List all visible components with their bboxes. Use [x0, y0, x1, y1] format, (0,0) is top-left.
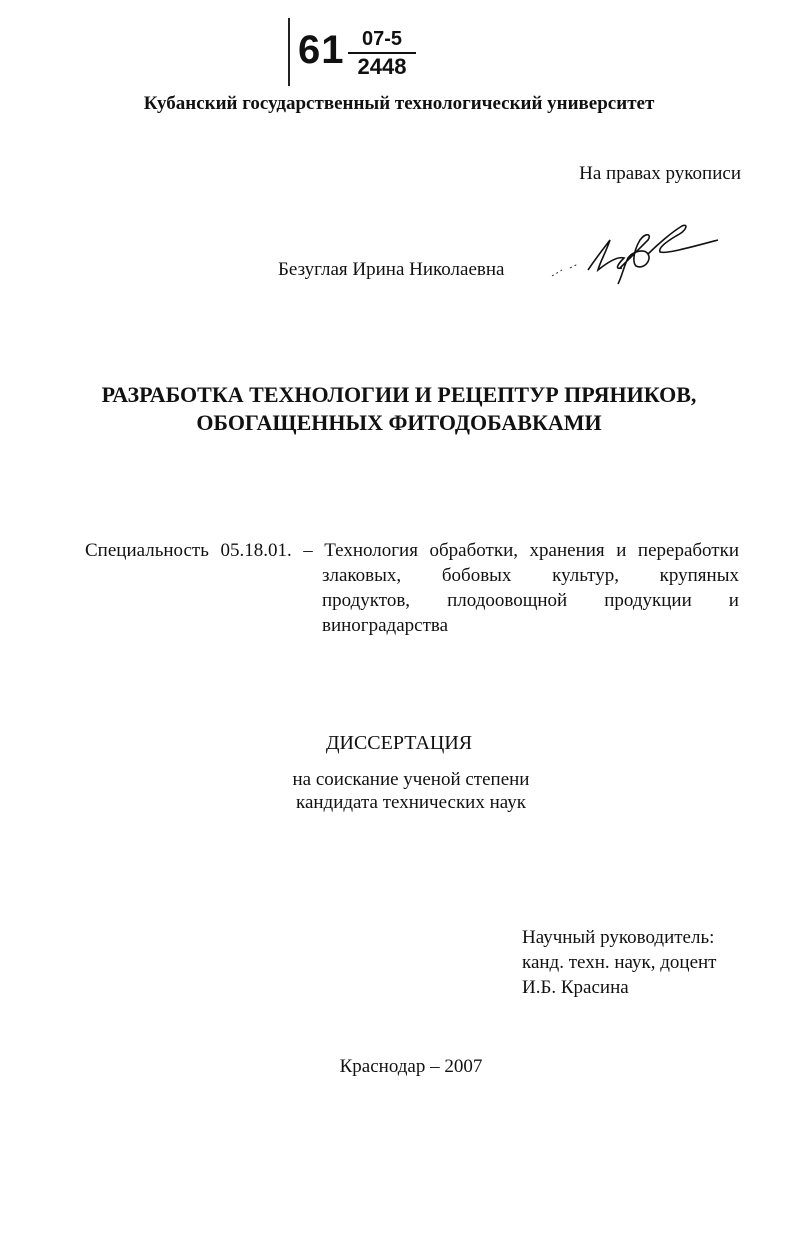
specialty-word: продуктов,	[322, 590, 411, 611]
specialty-word: переработки	[637, 540, 739, 561]
specialty-word: продукции	[604, 590, 692, 611]
stamp-main-number: 61	[298, 28, 345, 72]
specialty-word: культур,	[552, 565, 619, 586]
specialty-word: и	[728, 590, 739, 611]
specialty-word: хранения	[529, 540, 605, 561]
rights-note: На правах рукописи	[579, 163, 741, 184]
degree-block	[0, 768, 798, 814]
specialty-word: обработки,	[429, 540, 518, 561]
degree-line-1: на соискание ученой степени	[292, 769, 530, 790]
degree-line-2: кандидата технических наук	[296, 792, 526, 813]
stamp-bar	[288, 18, 290, 86]
dissertation-title	[0, 381, 798, 437]
title-line-2: ОБОГАЩЕННЫХ ФИТОДОБАВКАМИ	[196, 410, 602, 435]
city-year: Краснодар – 2007	[339, 1056, 483, 1077]
specialty-dash: –	[303, 540, 313, 561]
specialty-word: злаковых,	[322, 565, 402, 586]
stamp-numerator: 07-5	[361, 28, 403, 50]
specialty-word: плодоовощной	[447, 590, 568, 611]
advisor-credentials: канд. техн. наук, доцент	[522, 952, 717, 973]
stamp-fraction	[352, 28, 412, 79]
university-name: Кубанский государственный технологический университет	[143, 93, 655, 114]
specialty-continuation	[322, 563, 739, 638]
specialty-label: Специальность	[85, 540, 209, 561]
specialty-word: и	[616, 540, 627, 561]
specialty-line-2	[322, 563, 739, 588]
specialty-word: бобовых	[441, 565, 512, 586]
specialty-block	[85, 538, 739, 638]
specialty-word: Технология	[324, 540, 418, 561]
document-type: ДИССЕРТАЦИЯ	[325, 732, 473, 754]
advisor-label: Научный руководитель:	[522, 927, 715, 948]
stamp-denominator: 2448	[357, 54, 407, 79]
specialty-line-4: виноградарства	[322, 615, 449, 636]
specialty-line-3	[322, 588, 739, 613]
title-line-1: РАЗРАБОТКА ТЕХНОЛОГИИ И РЕЦЕПТУР ПРЯНИКОВ,	[101, 382, 697, 407]
specialty-word: крупяных	[659, 565, 739, 586]
specialty-code: 05.18.01.	[220, 540, 292, 561]
specialty-line-1	[85, 538, 739, 563]
author-signature	[548, 218, 728, 288]
advisor-name: И.Б. Красина	[522, 977, 629, 998]
advisor-block	[522, 925, 716, 1000]
author-name: Безуглая Ирина Николаевна	[278, 259, 505, 280]
